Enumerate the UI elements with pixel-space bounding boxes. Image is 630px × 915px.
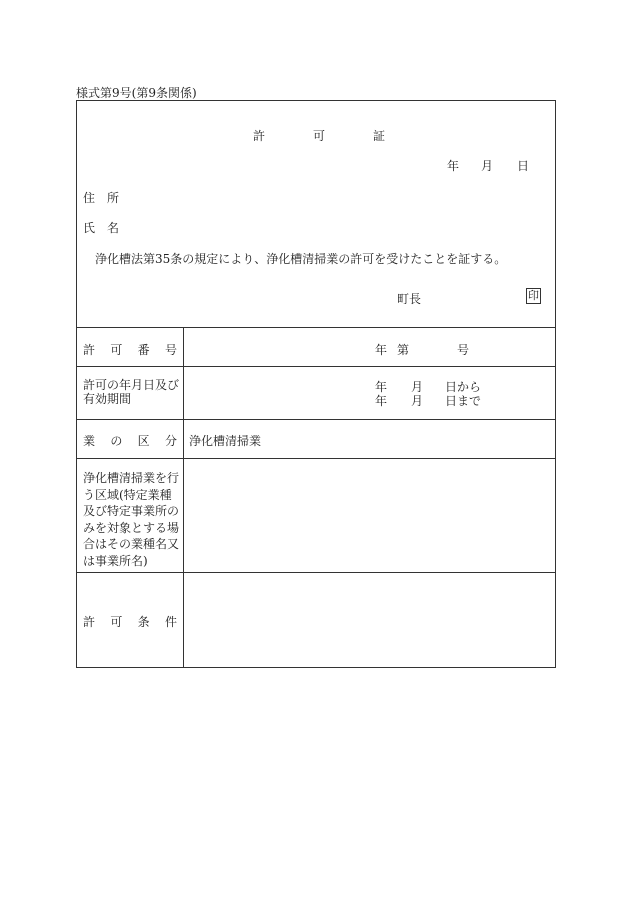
permit-number-go: 号 (457, 343, 470, 357)
title-char-2: 可 (313, 129, 326, 143)
row-divider (77, 572, 555, 573)
certificate-statement: 浄化槽法第35条の規定により、浄化槽清掃業の許可を受けたことを証する。 (95, 252, 507, 266)
issue-date (77, 157, 555, 171)
validity-label: 許可の年月日及び 有効期間 (83, 378, 180, 406)
column-divider (183, 327, 184, 667)
form-number: 様式第9号(第9条関係) (76, 86, 197, 100)
table-top-border (77, 327, 555, 328)
row-divider (77, 458, 555, 459)
validity-until-year: 年 (375, 394, 388, 408)
validity-until-month: 月 (411, 394, 424, 408)
business-type-label: 業 の 区 分 (83, 434, 177, 448)
validity-from-day: 日から (445, 380, 482, 394)
certificate-title (77, 127, 555, 141)
row-divider (77, 366, 555, 367)
permit-number-dai: 第 (397, 343, 410, 357)
certificate-form (76, 100, 556, 668)
permit-number-year: 年 (375, 343, 388, 357)
validity-until-day: 日まで (445, 394, 482, 408)
validity-from-month: 月 (411, 380, 424, 394)
row-divider (77, 419, 555, 420)
seal-char: 印 (528, 289, 539, 302)
seal-mark (526, 288, 541, 304)
issue-date-day: 日 (517, 159, 530, 173)
permit-conditions-label: 許 可 条 件 (83, 615, 177, 629)
validity-from-year: 年 (375, 380, 388, 394)
issue-date-month: 月 (481, 159, 494, 173)
mayor-label: 町長 (397, 292, 422, 306)
address-label: 住 所 (83, 191, 120, 205)
title-char-3: 証 (373, 129, 386, 143)
permit-number-label: 許 可 番 号 (83, 343, 177, 357)
title-char-1: 許 (253, 129, 266, 143)
name-label: 氏 名 (83, 221, 120, 235)
service-area-label: 浄化槽清掃業を行 う区域(特定業種 及び特定事業所の みを対象とする場 合はその業種名又 は事業所名) (83, 471, 180, 568)
business-type-value: 浄化槽清掃業 (189, 434, 262, 448)
issue-date-year: 年 (447, 159, 460, 173)
